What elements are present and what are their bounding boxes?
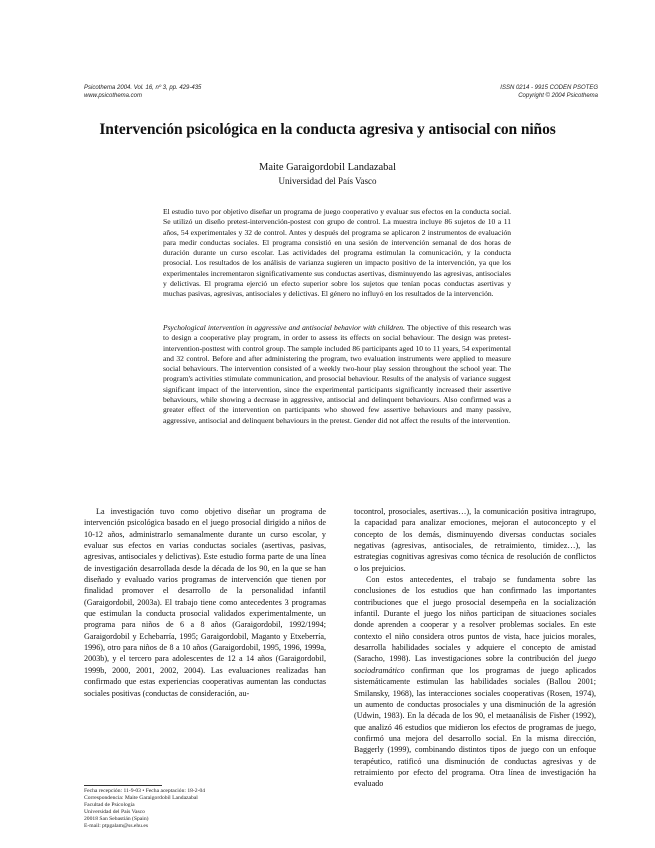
abstract-english-body: The objective of this research was to design a cooperative play program, in order to assess its effects on social behaviour. The design was pretest-intervention-posttest with control group. The sample included 86 participants aged 10 to 11 years, 54 experimental and 32 control. Before and after administering the program, two evaluation instruments were applied to measure social behaviours. The intervention consisted of a weekly two-hour play session throughout the school year. The program's activities stimulate communication, and prosocial behaviour. Results of the analysis of variance suggest significant impact of the intervention, since the experimental participants significantly increased their assertive behaviours, while showing a decrease in aggressive, antisocial and delinquent behaviours. Also confirmed was a greater effect of the intervention on participants who showed few assertive behaviours and many passive, aggressive, antisocial and delinquent behaviours in the pretest. Gender did not affect the results of the intervention.	[163, 323, 511, 425]
paper-title: Intervención psicológica en la conducta agresiva y antisocial con niños	[99, 121, 556, 138]
footnote-university: Universidad del País Vasco	[84, 809, 145, 816]
footnote-dates: Fecha recepción: 11-9-03 • Fecha aceptación: 18-2-04	[84, 788, 206, 794]
footnote-city: 20018 San Sebastián (Spain)	[84, 816, 149, 823]
footnotes	[84, 788, 324, 831]
author-affiliation: Universidad del País Vasco	[278, 176, 377, 186]
body-paragraph: tocontrol, prosociales, asertivas…), la comunicación positiva intragrupo, la capacidad para analizar emociones, mejoran el autoconcepto y el concepto de los demás, disminuyendo diversas conductas sociales negativas (agresivas, antisociales, de retraimiento, timidez…), las estrategias cognitivas agresivas como técnica de resolución de conflictos o los prejuicios.	[354, 507, 596, 573]
journal-citation: Psicothema 2004. Vol. 16, nº 3, pp. 429-435	[84, 85, 202, 91]
body-paragraph: La investigación tuvo como objetivo diseñar un programa de intervención psicológica basado en el juego prosocial dirigido a niños de 10-12 años, administrarlo semanalmente durante un curso escolar, y evaluar sus efectos en varias conductas sociales (asertivas, pasivas, agresivas, antisociales y delictivas). Este estudio forma parte de una línea de investigación desarrollada desde la década de los 90, en la que se han diseñado y evaluado varios programas de intervención que tienen por finalidad promover el desarrollo de la personalidad infantil (Garaigordobil, 2003a). El trabajo tiene como antecedentes 3 programas que estimulan la conducta prosocial validados experimentalmente, un programa para niños de 6 a 8 años (Garaigordobil, 1992/1994; Garaigordobil y Echebarría, 1995; Garaigordobil, Maganto y Etxeberría, 1996), otro para niños de 8 a 10 años (Garaigordobil, 1995, 1996, 1999a, 2003b), y el tercero para adolescentes de 12 a 14 años (Garaigordobil, 1999b, 2000, 2001, 2002, 2004). Las evaluaciones realizadas han confirmado que estas experiencias cooperativas aumentan las conductas sociales positivas (conductas de consideración, au-	[84, 507, 326, 698]
journal-header-left	[84, 84, 201, 100]
body-emphasis: juego sociodramático	[354, 654, 596, 675]
footnote-email[interactable]: E-mail: ptpgalam@ss.ehu.es	[84, 823, 149, 830]
body-column-right	[354, 506, 596, 790]
journal-issn: ISSN 0214 - 9915 CODEN PSOTEG	[500, 85, 598, 91]
abstract-english-text	[163, 323, 511, 426]
footnote-correspondence: Correspondencia: Maite Garaigordobil Landazabal	[84, 795, 198, 802]
journal-copyright: Copyright © 2004 Psicothema	[518, 93, 598, 99]
body-text: confirman que los programas de juego aplicados sistemáticamente estimulan las habilidades sociales (Ballou 2001; Smilansky, 1968), las interacciones sociales cooperativas (Rosen, 1974), un aumento de conductas prosociales y una disminución de la agresión (Udwin, 1983). En la década de los 90, el metaanálisis de Fisher (1992), que analizó 46 estudios que midieron los efectos de programas de juego, confirmó una mejora del desarrollo social. En la misma dirección, Baggerly (1999), combinando distintos tipos de juego con un enfoque terapéutico, ratificó una disminución de conductas agresivas y de retraimiento por efecto del programa. Otra línea de investigación ha evaluado	[354, 665, 596, 789]
abstract-english-title: Psychological intervention in aggressive and antisocial behavior with children.	[163, 323, 405, 332]
body-paragraph	[354, 574, 596, 790]
abstract-spanish-text: El estudio tuvo por objetivo diseñar un programa de juego cooperativo y evaluar sus efectos en la conducta social. Se utilizó un diseño pretest-intervención-postest con grupo de control. La muestra incluye 86 sujetos de 10 a 11 años, 54 experimentales y 32 de control. Antes y después del programa se aplicaron 2 instrumentos de evaluación para medir conductas sociales. El programa consistió en una sesión de intervención semanal de dos horas de duración durante un curso escolar. Las actividades del programa estimulan la comunicación, y la conducta prosocial. Los resultados de los análisis de varianza sugieren un impacto positivo de la intervención, ya que los experimentales incrementaron significativamente sus conductas asertivas, disminuyendo las agresivas, antisociales y delictivas. El programa ejerció un efecto superior sobre los sujetos que tenían pocas conductas asertivas y muchas pasivas, agresivas, antisociales y delictivas. El género no influyó en los resultados de la intervención.	[163, 207, 511, 299]
footnote-divider	[84, 785, 162, 786]
abstract-english	[163, 323, 511, 426]
author-name: Maite Garaigordobil Landazabal	[258, 162, 397, 173]
abstract-spanish	[163, 207, 511, 300]
body-column-left	[84, 506, 326, 699]
journal-website[interactable]: www.psicothema.com	[84, 93, 143, 99]
journal-header-right	[500, 84, 598, 100]
footnote-faculty: Facultad de Psicología	[84, 802, 135, 809]
body-text: Con estos antecedentes, el trabajo se fundamenta sobre las conclusiones de los estudios que han confirmado las importantes contribuciones que el juego prosocial desempeña en la socialización infantil. Durante el juego los niños participan de situaciones sociales donde aprenden a cooperar y a resolver problemas sociales. En este contexto el niño considera otros puntos de vista, hace juicios morales, desarrolla habilidades sociales y adquiere el concepto de amistad (Saracho, 1998). Las investigaciones sobre la contribución del	[354, 575, 596, 664]
